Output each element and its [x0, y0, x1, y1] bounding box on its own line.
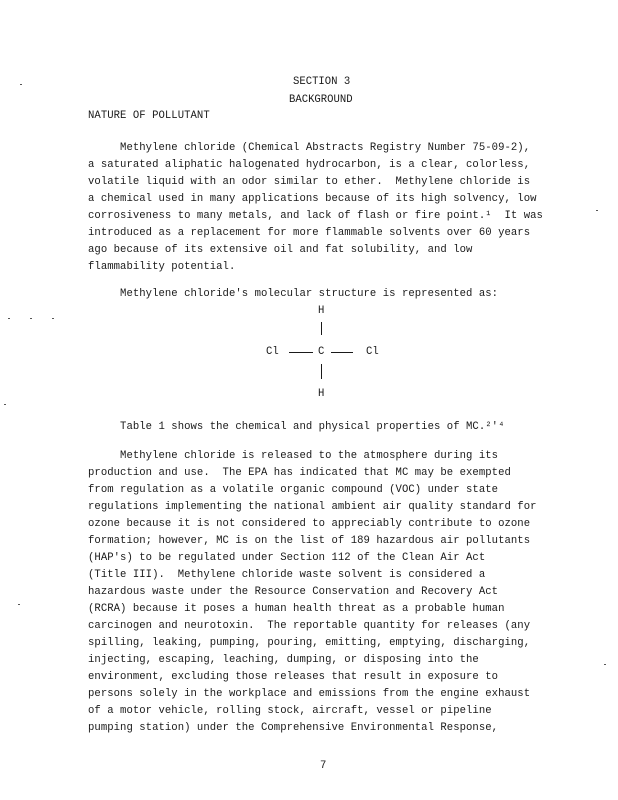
paragraph-line: regulations implementing the national ambient air quality standard for	[88, 501, 537, 513]
scan-speck	[30, 318, 32, 319]
scan-speck	[596, 210, 598, 211]
bond-bottom	[321, 364, 322, 379]
scan-speck	[52, 318, 54, 319]
bond-left	[289, 352, 313, 353]
structure-intro: Methylene chloride's molecular structure is represented as:	[88, 288, 499, 300]
paragraph-line: formation; however, MC is on the list of 189 hazardous air pollutants	[88, 535, 531, 547]
section-number: SECTION 3	[293, 76, 351, 88]
paragraph-line: (HAP's) to be regulated under Section 112 of the Clean Air Act	[88, 552, 486, 564]
paragraph-line: production and use. The EPA has indicated that MC may be exempted	[88, 467, 511, 479]
subheading: NATURE OF POLLUTANT	[88, 110, 210, 122]
paragraph-line: ago because of its extensive oil and fat solubility, and low	[88, 244, 473, 256]
paragraph-line: from regulation as a volatile organic compound (VOC) under state	[88, 484, 499, 496]
paragraph-line: flammability potential.	[88, 261, 236, 273]
paragraph-line: (Title III). Methylene chloride waste solvent is considered a	[88, 569, 486, 581]
paragraph-line: carcinogen and neurotoxin. The reportable quantity for releases (any	[88, 620, 531, 632]
page-number: 7	[320, 760, 327, 772]
paragraph-line: (RCRA) because it poses a human health threat as a probable human	[88, 603, 505, 615]
paragraph-line: volatile liquid with an odor similar to ether. Methylene chloride is	[88, 176, 531, 188]
bond-right	[331, 352, 353, 353]
paragraph-line: spilling, leaking, pumping, pouring, emitting, emptying, discharging,	[88, 637, 531, 649]
hydrogen-top: H	[318, 305, 325, 317]
hydrogen-bottom: H	[318, 388, 325, 400]
paragraph-line: pumping station) under the Comprehensive Environmental Response,	[88, 722, 499, 734]
chlorine-right: Cl	[366, 346, 379, 358]
paragraph-line: introduced as a replacement for more flammable solvents over 60 years	[88, 227, 531, 239]
scan-speck	[18, 604, 20, 605]
paragraph-line: injecting, escaping, leaching, dumping, or disposing into the	[88, 654, 479, 666]
paragraph-line: environment, excluding those releases that result in exposure to	[88, 671, 499, 683]
scan-speck	[604, 664, 606, 665]
paragraph-line: Methylene chloride (Chemical Abstracts Registry Number 75-09-2),	[88, 142, 531, 154]
paragraph-line: ozone because it is not considered to appreciably contribute to ozone	[88, 518, 531, 530]
scan-speck	[4, 404, 6, 405]
table-reference: Table 1 shows the chemical and physical properties of MC.²'⁴	[88, 421, 505, 433]
paragraph-line: a chemical used in many applications because of its high solvency, low	[88, 193, 537, 205]
scan-speck	[8, 318, 10, 319]
paragraph-line: corrosiveness to many metals, and lack of flash or fire point.¹ It was	[88, 210, 543, 222]
carbon-center: C	[318, 346, 325, 358]
paragraph-line: hazardous waste under the Resource Conservation and Recovery Act	[88, 586, 499, 598]
paragraph-line: a saturated aliphatic halogenated hydrocarbon, is a clear, colorless,	[88, 159, 531, 171]
paragraph-line: persons solely in the workplace and emissions from the engine exhaust	[88, 688, 531, 700]
section-title: BACKGROUND	[289, 94, 353, 106]
chlorine-left: Cl	[266, 346, 279, 358]
bond-top	[321, 322, 322, 335]
paragraph-line: Methylene chloride is released to the atmosphere during its	[88, 450, 499, 462]
paragraph-line: of a motor vehicle, rolling stock, aircraft, vessel or pipeline	[88, 705, 492, 717]
scan-speck	[20, 84, 22, 85]
